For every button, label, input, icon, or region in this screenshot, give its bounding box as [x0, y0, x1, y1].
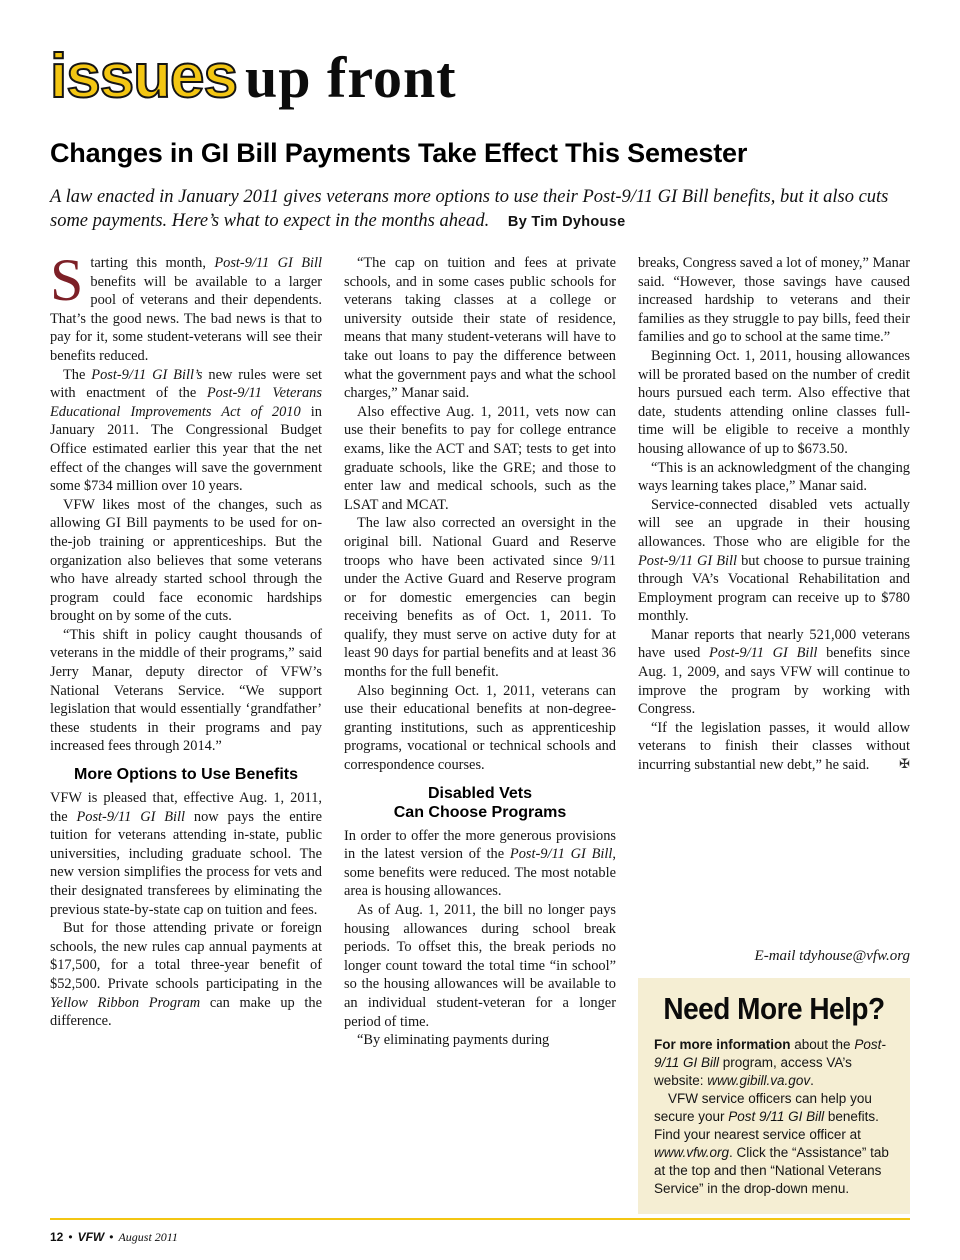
paragraph: VFW is pleased that, effective Aug. 1, 2011, the Post-9/11 GI Bill now pays the entire tuition for veterans attending in-state, public universities, including graduate school. The new version simplifies the process for vets and their designated transferees by eliminating the previous state-by-state cap on tuition and fees. [50, 790, 322, 918]
sidebar-paragraph: VFW service officers can help you secure your Post 9/11 GI Bill benefits. Find your nearest service officer at www.vfw.org. Click the “Assistance” tab at the top and then “National Veterans Service” in the drop-down menu. [654, 1091, 889, 1196]
paragraph: Manar reports that nearly 521,000 veterans have used Post-9/11 GI Bill benefits since Aug. 1, 2009, and says VFW will continue to improve the program by working with Congress. [638, 626, 910, 718]
paragraph: “This is an acknowledgment of the changing ways learning takes place,” Manar said. [638, 459, 910, 495]
magazine-name: VFW [77, 1230, 105, 1244]
footer-separator: • [109, 1230, 114, 1244]
sidebar-title: Need More Help? [663, 992, 885, 1026]
masthead-issues-wordmark: issues [50, 42, 238, 111]
byline: By Tim Dyhouse [507, 214, 626, 230]
masthead-upfront-wordmark: up front [245, 45, 457, 110]
paragraph: “This shift in policy caught thousands of veterans in the middle of their programs,” said Jerry Manar, deputy director of VFW’s National Veterans Service. “We support legislation that would essentially ‘grandfather’ these students in their programs and pay increased fees through 2014.” [50, 626, 322, 755]
column-2 [344, 254, 616, 1212]
article-headline: Changes in GI Bill Payments Take Effect This Semester [50, 138, 748, 168]
section-subhead: More Options to Use Benefits [73, 766, 299, 784]
paragraph: But for those attending private or foreign schools, the new rules cap annual payments at $17,500, for a total three-year benefit of $52,500. Private schools participating in the Yellow Ribbon Program can make up the difference. [50, 920, 323, 1030]
issue-date: August 2011 [118, 1230, 178, 1244]
paragraph: Service-connected disabled vets actually will see an upgrade in their housing allowances. Those who are eligible for the Post-9/11 GI Bill but choose to pursue training through VA’s Vocational Rehabilitation and Employment program can receive up to $780 monthly. [638, 496, 910, 625]
column-1 [50, 254, 322, 1212]
end-mark-icon: ✠ [899, 757, 910, 773]
paragraph: Beginning Oct. 1, 2011, housing allowances will be prorated based on the number of credit hours pursued each term. Also effective that date, students attending online classes full-time will be eligible to receive a monthly housing allowance of up to $673.50. [638, 347, 910, 457]
article-deck [50, 185, 910, 234]
right-rail [638, 948, 910, 1214]
footer-rule [50, 1218, 910, 1220]
masthead [50, 42, 910, 111]
email-line: E-mail tdyhouse@vfw.org [754, 948, 910, 964]
sidebar-body [654, 1036, 894, 1198]
drop-cap: S [50, 254, 84, 313]
sidebar-paragraph: For more information about the Post-9/11 GI Bill program, access VA’s website: www.gibill.va.gov. [654, 1037, 886, 1088]
paragraph: As of Aug. 1, 2011, the bill no longer pays housing allowances during school break periods. To offset this, the break periods no longer count toward the total time “in school” so the housing allowances will be available to an individual student-veteran for a longer period of time. [344, 902, 616, 1030]
paragraph: “The cap on tuition and fees at private schools, and in some cases public schools for veterans taking classes at a college or university outside their state of residence, means that many student-veterans will have to take out loans to pay the difference between what the government pays and what the school charges,” Manar said. [344, 255, 616, 402]
paragraph: Also effective Aug. 1, 2011, vets now can use their benefits to pay for college entrance exams, like the ACT and SAT; tests to get into graduate schools, like the GRE; and those to enter law and medical schools, such as the LSAT and MCAT. [344, 403, 616, 513]
footer-separator: • [68, 1230, 73, 1244]
paragraph: breaks, Congress saved a lot of money,” Manar said. “However, those savings have caused increased hardship to veterans and their families as they struggle to pay bills, feed their families and go to school at the same time.” [638, 255, 910, 346]
deck-text: A law enacted in January 2011 gives veterans more options to use their Post-9/11 GI Bill benefits, but it also cuts some payments. Here’s what to expect in the months ahead. [50, 187, 889, 231]
paragraph: The law also corrected an oversight in the original bill. National Guard and Reserve troops who have been activated since 9/11 under the Active Guard and Reserve program or for domestic emergencies can begin receiving benefits as of Oct. 1, 2011. To qualify, they must serve on active duty for at least 90 days for partial benefits and at least 36 months for the full benefit. [344, 515, 616, 681]
paragraph: VFW likes most of the changes, such as allowing GI Bill payments to be used for on-the-job training or apprenticeships. But the organization also believes that some veterans who have already started school through the program could face economic hardships brought on by some of the cuts. [50, 496, 322, 625]
paragraph: “If the legislation passes, it would allow veterans to finish their classes without incurring substantial new debt,” he said. ✠ [638, 719, 910, 774]
paragraph: In order to offer the more generous provisions in the latest version of the Post-9/11 GI Bill, some benefits were reduced. The most notable area is housing allowances. [344, 827, 616, 900]
paragraph: Starting this month, Post-9/11 GI Bill benefits will be available to a larger pool of veterans and their dependents. That’s the good news. The bad news is that to pay for it, some student-veterans will see their benefits reduced. [50, 254, 322, 364]
section-subhead: Disabled Vets Can Choose Programs [393, 784, 567, 821]
help-sidebar [638, 978, 910, 1214]
paragraph: The Post-9/11 GI Bill’s new rules were set with enactment of the Post-9/11 Veterans Educational Improvements Act of 2010 in January 2011. The Congressional Budget Office estimated earlier this year that the net effect of the changes will save the government some $734 million over 10 years. [50, 366, 322, 495]
page-footer [50, 1230, 178, 1245]
page-number: 12 [50, 1230, 64, 1244]
paragraph: “By eliminating payments during [357, 1032, 550, 1049]
paragraph: Also beginning Oct. 1, 2011, veterans can use their educational benefits at non-degree-granting institutions, such as apprenticeship programs, vocational or technical schools and correspondence courses. [344, 682, 616, 774]
